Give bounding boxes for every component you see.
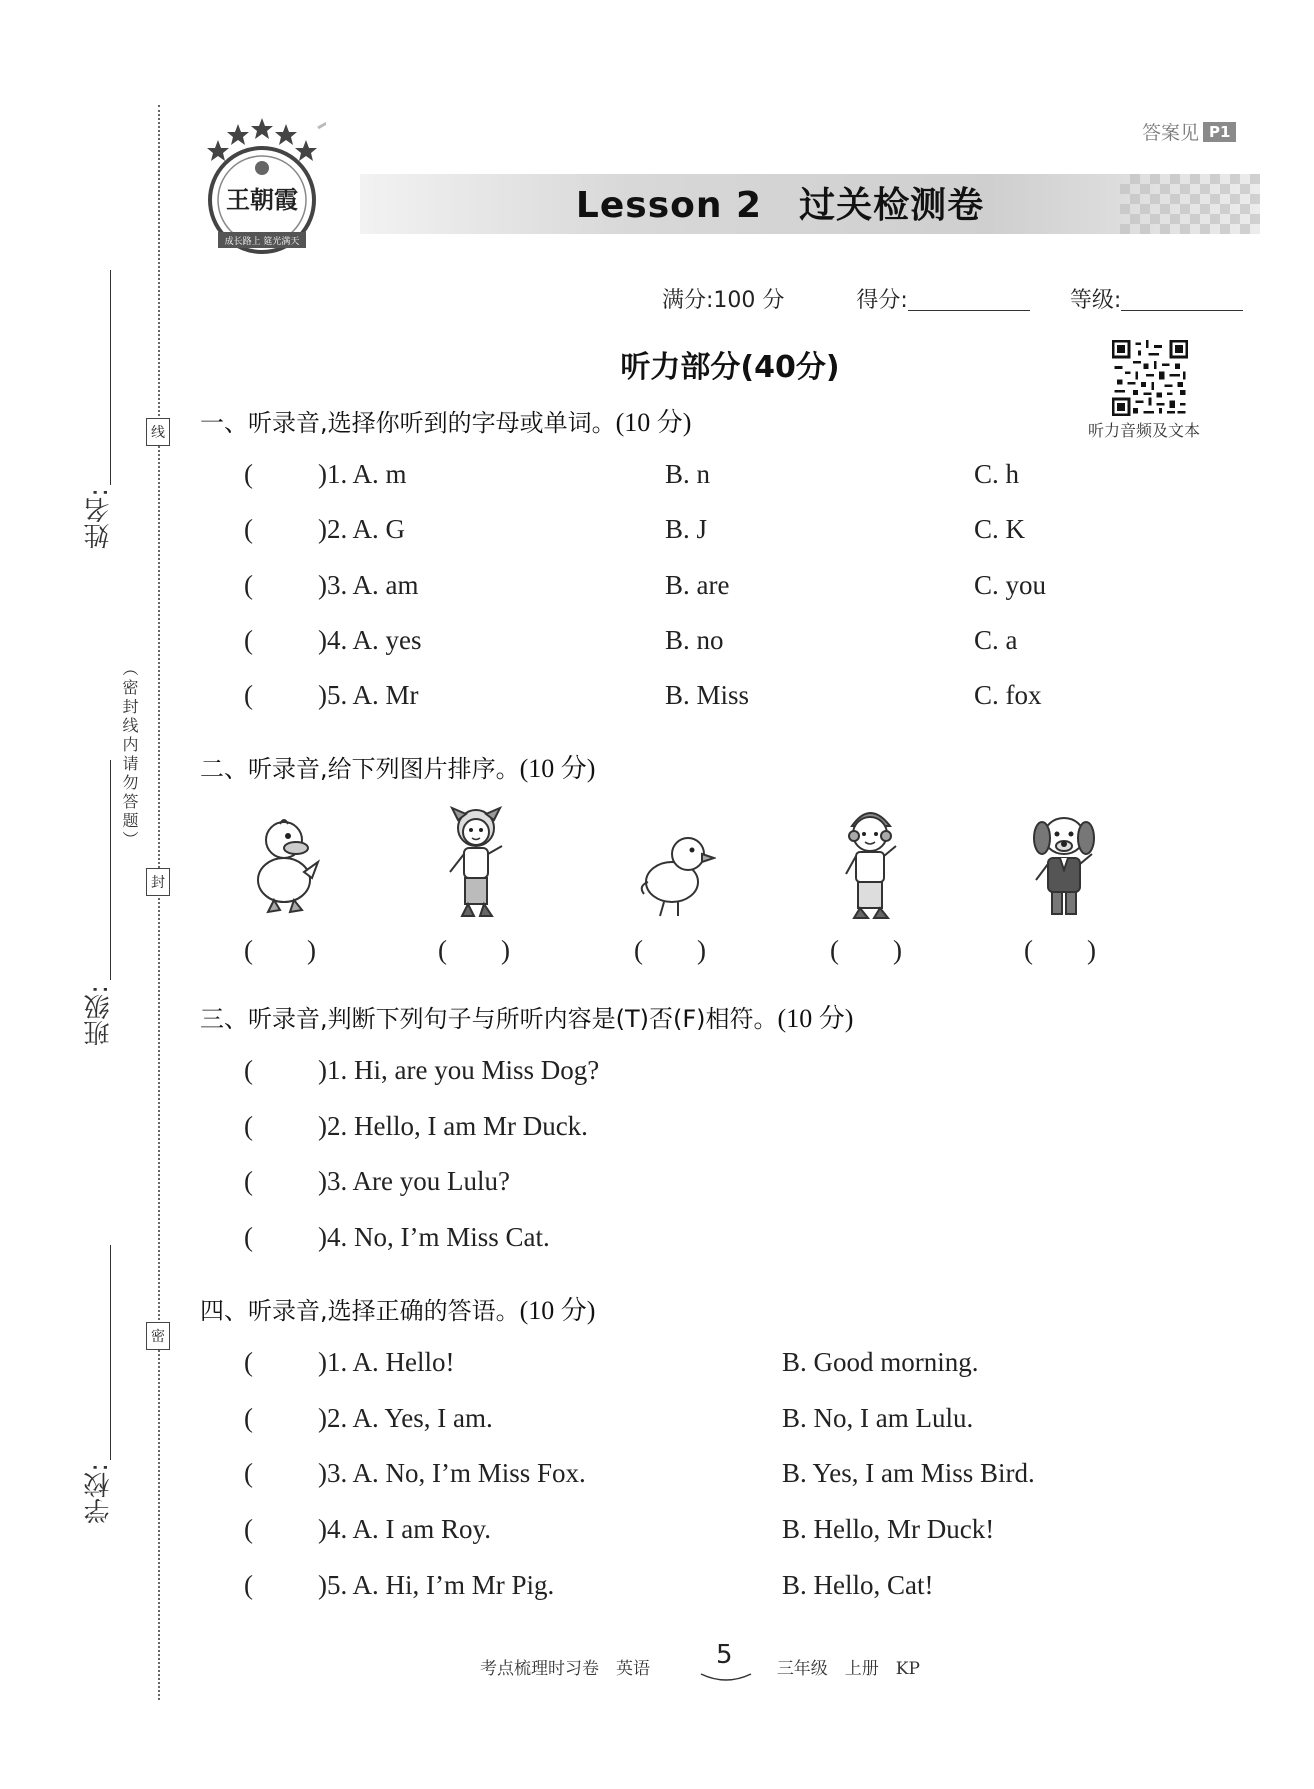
s4-q4-option-a: )4. A. I am Roy. [318,1514,491,1544]
answer-blank[interactable]: ( [244,1166,253,1196]
s3-q3: )3. Are you Lulu? [318,1166,510,1196]
answer-blank[interactable]: ( [244,680,253,710]
section3-title [200,998,853,1035]
answer-ref-text: 答案见 [1142,122,1200,144]
s4-q3-option-b: B. Yes, I am Miss Bird. [782,1458,1035,1488]
name-blank-line [110,270,111,485]
class-label: 班级: [84,985,114,1046]
grade-label: 等级: [1069,288,1122,313]
logo-name: 王朝霞 [226,185,298,214]
class-blank-line [110,760,111,980]
page-number: 5 [716,1640,733,1670]
section2-title [200,748,595,785]
section2-title-text: 二、听录音,给下列图片排序。 [200,755,520,783]
cut-mark-seal: 封 [146,868,170,896]
logo-ribbon-icon [318,115,326,154]
picture-order-blank-1[interactable]: ( ) [244,935,316,965]
s4-q4-option-b: B. Hello, Mr Duck! [782,1514,995,1544]
page-number-arc-icon [700,1672,752,1682]
answer-blank[interactable]: ( [244,1458,253,1488]
s4-q2-option-b: B. No, I am Lulu. [782,1403,974,1433]
cut-mark-line: 线 [146,418,170,446]
section4-points: (10 分) [519,1296,596,1325]
logo-slogan: 成长路上 筵光满天 [224,237,300,247]
picture-order-blank-2[interactable]: ( ) [438,935,510,965]
qr-code-icon[interactable] [1112,340,1188,416]
picture-order-blank-3[interactable]: ( ) [634,935,706,965]
answer-blank[interactable]: ( [244,1570,253,1600]
section4-title [200,1290,595,1327]
s1-q2-option-a: )2. A. G [318,514,405,544]
answer-blank[interactable]: ( [244,1347,253,1377]
section2-points: (10 分) [519,754,596,783]
answer-blank[interactable]: ( [244,625,253,655]
footer-book-title: 考点梳理时习卷 英语 [480,1659,650,1679]
s1-q4-option-b: B. no [665,625,724,655]
s3-q4: )4. No, I’m Miss Cat. [318,1222,550,1252]
s4-q3-option-a: )3. A. No, I’m Miss Fox. [318,1458,586,1488]
section4-title-text: 四、听录音,选择正确的答语。 [200,1297,520,1325]
answer-blank[interactable]: ( [244,459,253,489]
s4-q1-option-b: B. Good morning. [782,1347,979,1377]
cut-mark-secret: 密 [146,1322,170,1350]
score-label: 得分: [856,288,908,313]
lesson-title: Lesson 2 过关检测卷 [575,185,985,226]
s1-q3-option-c: C. you [974,570,1047,600]
score-row [662,283,1243,314]
answer-ref-tag: P1 [1203,122,1236,142]
section1-points: (10 分) [615,408,692,437]
footer-grade: 三年级 上册 KP [776,1659,920,1679]
answer-blank[interactable]: ( [244,1514,253,1544]
answer-blank[interactable]: ( [244,1403,253,1433]
section3-points: (10 分) [777,1004,854,1033]
section1-title-text: 一、听录音,选择你听到的字母或单词。 [200,409,616,437]
s3-q2: )2. Hello, I am Mr Duck. [318,1111,588,1141]
picture-order-blank-4[interactable]: ( ) [830,935,902,965]
s1-q4-option-c: C. a [974,625,1018,655]
qr-caption: 听力音频及文本 [1088,421,1201,440]
boy-illustration [832,800,910,924]
school-blank-line [110,1245,111,1460]
s1-q3-option-a: )3. A. am [318,570,419,600]
s1-q5-option-b: B. Miss [665,680,750,710]
score-blank[interactable] [908,286,1030,311]
answer-reference [1142,118,1236,145]
answer-blank[interactable]: ( [244,514,253,544]
dog-illustration [1024,804,1104,922]
answer-blank[interactable]: ( [244,570,253,600]
s1-q2-option-b: B. J [665,514,708,544]
s1-q1-option-c: C. h [974,459,1020,489]
duck-illustration [244,810,324,916]
s1-q2-option-c: C. K [974,514,1026,544]
s4-q5-option-a: )5. A. Hi, I’m Mr Pig. [318,1570,555,1600]
full-score: 满分:100 分 [662,288,785,313]
s1-q3-option-b: B. are [665,570,730,600]
girl-illustration [438,800,514,922]
answer-blank[interactable]: ( [244,1222,253,1252]
s1-q4-option-a: )4. A. yes [318,625,422,655]
answer-blank[interactable]: ( [244,1111,253,1141]
school-label: 学校: [84,1463,114,1524]
s1-q1-option-a: )1. A. m [318,459,407,489]
no-answer-warning: （密封线内请勿答题） [120,660,139,850]
s1-q5-option-a: )5. A. Mr [318,680,419,710]
chick-illustration [634,826,716,918]
listening-part-title: 听力部分(40分) [620,350,840,385]
s4-q5-option-b: B. Hello, Cat! [782,1570,934,1600]
publisher-logo [198,108,326,258]
grade-blank[interactable] [1121,286,1243,311]
seal-dotted-line [158,105,160,1700]
s3-q1: )1. Hi, are you Miss Dog? [318,1055,600,1085]
s1-q5-option-c: C. fox [974,680,1042,710]
s1-q1-option-b: B. n [665,459,711,489]
s4-q1-option-a: )1. A. Hello! [318,1347,455,1377]
section1-title [200,402,691,439]
section3-title-text: 三、听录音,判断下列句子与所听内容是(T)否(F)相符。 [200,1005,778,1033]
answer-blank[interactable]: ( [244,1055,253,1085]
s4-q2-option-a: )2. A. Yes, I am. [318,1403,493,1433]
name-label: 姓名: [84,488,114,549]
picture-order-blank-5[interactable]: ( ) [1024,935,1096,965]
